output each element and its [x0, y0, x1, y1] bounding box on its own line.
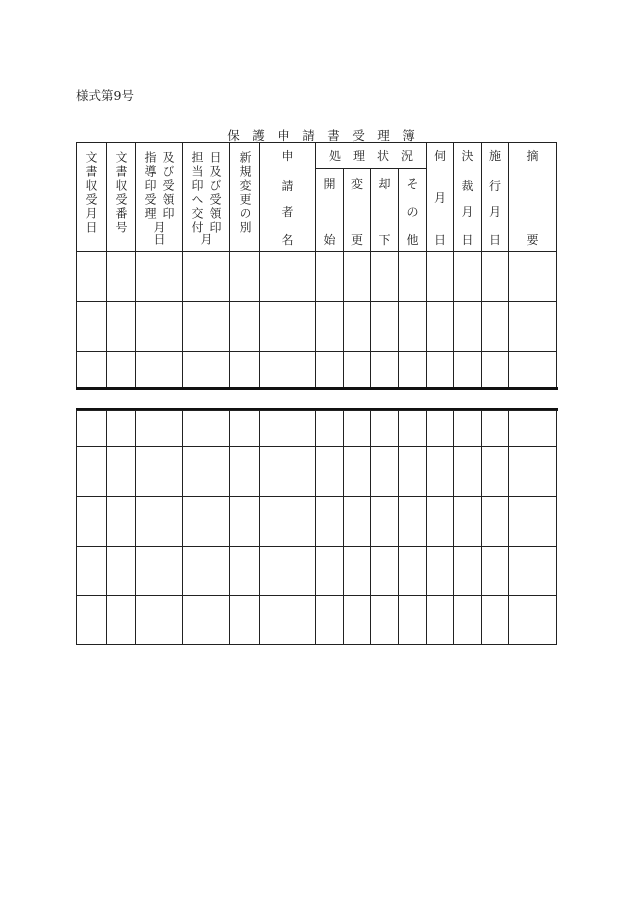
header-status-group: 処 理 状 況 [316, 143, 427, 169]
header-receipt-number: 文書収受番号 [107, 143, 136, 252]
form-number: 様式第9号 [76, 88, 134, 103]
table-row [77, 302, 557, 352]
header-remarks: 摘 要 [509, 143, 557, 252]
table-row [77, 411, 557, 447]
header-receipt-date: 文書収受月日 [77, 143, 107, 252]
header-status-start: 開 始 [316, 169, 344, 252]
header-status-change: 変 更 [344, 169, 371, 252]
table-row [77, 447, 557, 497]
table-row [77, 497, 557, 547]
header-inquiry: 伺 月 日 [427, 143, 454, 252]
section-break-rule-top [76, 387, 558, 390]
document-title: 保 護 申 請 書 受 理 簿 [227, 128, 415, 143]
header-enforcement: 施 行 月 日 [482, 143, 509, 252]
table-row [77, 252, 557, 302]
header-applicant: 申 請 者 名 [260, 143, 316, 252]
header-handover-seal: 日及び受領印 担当印へ交付 月 [183, 143, 230, 252]
header-status-reject: 却 下 [371, 169, 399, 252]
header-new-change: 新規変更の別 [230, 143, 260, 252]
register-table-top [76, 142, 557, 390]
header-guidance-seal: 及び受領印 指導印受理 月日 [136, 143, 183, 252]
header-decision: 決 裁 月 日 [454, 143, 482, 252]
table-row [77, 596, 557, 645]
header-status-other: そ の 他 [399, 169, 427, 252]
table-row [77, 547, 557, 596]
register-table-bottom [76, 410, 557, 645]
table-row [77, 352, 557, 390]
